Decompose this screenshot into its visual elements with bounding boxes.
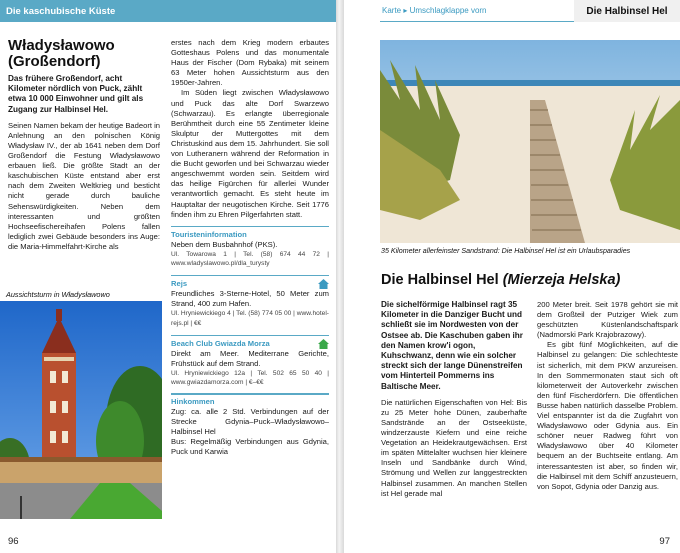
lead-paragraph: Das frühere Großendorf, acht Kilometer nördlich von Puck, zählt etwa 10 000 Einwohner und gilt als Zugang zur Halbinsel Hel. — [8, 74, 144, 114]
title-polish: (Mierzeja Helska) — [502, 272, 621, 288]
page-number-right: 97 — [659, 536, 670, 547]
right-column-2 — [537, 300, 678, 492]
book-gutter — [336, 0, 344, 553]
tourist-info-address: Ul. Towarowa 1 | Tel. (58) 674 44 72 | www.wladyslawowo.pl/dla_turysty — [171, 250, 329, 268]
beach-image-caption: 35 Kilometer allerfeinster Sandstrand: Die Halbinsel Hel ist ein Urlaubsparadies — [381, 247, 631, 255]
lead-paragraph: Die sichelförmige Halbinsel ragt 35 Kilometer in die Danziger Bucht und schließt sie im Nordwesten von der Ostsee ab. Die Kaschuben gaben ihr den Namen krow'i ogon, Kuhschwanz, denn wie ein solcher streckt sich der lange Dünenstreifen vom Hinterteil Pommerns ins Baltische Meer. — [381, 300, 523, 391]
tourist-info-text: Neben dem Busbahnhof (PKS). — [171, 239, 278, 249]
column-2-text-1: 200 Meter breit. Seit 1978 gehört sie mit dem Großteil der Putziger Wiek zum geschützten Küstenlandschaftspark (Nadmorski Park Krajobrazowy). — [537, 300, 678, 340]
chapter-tab: Die Halbinsel Hel — [574, 0, 680, 22]
right-column-1 — [381, 300, 527, 499]
header-rule — [380, 21, 574, 22]
arrival-train: Zug: ca. alle 2 Std. Verbindungen auf der Strecke Gdynia–Puck–Władysławowo–Halbinsel Hel — [171, 407, 329, 437]
tower-photo — [0, 301, 162, 519]
listing-rejs — [171, 279, 329, 328]
left-column-2 — [171, 38, 329, 458]
section-title-wladyslawowo: Władysławowo (Großendorf) — [8, 37, 115, 70]
divider — [171, 275, 329, 276]
column-2-text-2: Es gibt fünf Möglichkeiten, auf die Halbinsel zu gelangen: Die schlechteste ist sicherlich, mit dem PKW anzureisen. In den Sommermonaten staut sich oft kilometerweit der Autoverkehr zwischen den fünf Fischerdörfern. Die öffentlichen Busse haben natürlich dasselbe Problem. Viel entspannter ist da die Zugfahrt von Władysławowo oder Gdynia aus. Ein schöner neuer Radweg führt von Władysławowo über 40 Kilometer bequem an der Buchtseite entlang. Am interessantesten ist aber, so finden wir, die Halbinsel mit dem Schiff anzusteuern, von Sopot, Gdynia oder Danzig aus. — [537, 340, 678, 491]
arrival-bus: Bus: Regelmäßig Verbindungen aus Gdynia, Puck und Karwia — [171, 437, 329, 457]
tower-image-caption: Aussichtsturm in Władysławowo — [6, 290, 110, 299]
left-column-1 — [8, 38, 160, 252]
listing-name: Beach Club Gwiazda Morza — [171, 338, 270, 348]
map-reference: Karte ▸ Umschlagklappe vorn — [382, 6, 487, 15]
page-number-left: 96 — [8, 536, 19, 547]
listing-name: Rejs — [171, 279, 188, 289]
left-running-header: Die kaschubische Küste — [0, 0, 336, 22]
column-2-text-1: erstes nach dem Krieg modern erbautes Gotteshaus Polens und das monumentale Haus der Fischer (Dom Rybaka) mit seinem 63 Meter hohen Aussichtsturm aus den 1950er-Jahren. — [171, 38, 329, 88]
arrival-heading: Hinkommen — [171, 397, 215, 406]
listing-description: Freundliches 3-Sterne-Hotel, 50 Meter zum Strand, 400 zum Hafen. — [171, 289, 329, 309]
title-german: Die Halbinsel Hel — [381, 272, 499, 288]
listing-address: Ul. Hryniewickiego 4 | Tel. (58) 774 05 00 | www.hotel-rejs.pl | €€ — [171, 310, 329, 327]
divider — [171, 335, 329, 336]
column-2-text-2: Im Süden liegt zwischen Władysławowo und Puck das alte Dorf Swarzewo (Schwarzau). Es erlangte überregionale Berühmtheit durch eine 55 Zentimeter kleine Skulptur der Muttergottes mit dem Christuskind aus dem 15. Jahrhundert. Sie soll von Lutheranern während der Reformation in die Bucht geworfen und bei Schwarzau wieder angeschwemmt worden sein. Seitdem wird das heilige Figürchen für allerlei Wunder verantwortlich gemacht. Es steht heute im Hauptaltar der neugotischen Kirche. Seit 1776 finden ihm zu Ehren Pilgerfahrten statt. — [171, 88, 329, 219]
divider — [171, 226, 329, 227]
body-paragraph: Seinen Namen bekam der heutige Badeort in Anlehnung an den polnischen König Władysław IV., der ab 1641 neben dem Dorf Großendorf die Festung Władysławowo erbauen ließ. Die größte Stadt an der kaschubischen Küste entstand aber erst nach dem Zweiten Weltkrieg und besticht nicht gerade durch bauliche Sehenswürdigkeiten. Neben dem interessanten und größten Hochseefischereihafen Polens fallen lediglich zwei Gebäude besonders ins Auge: die Maria-Himmelfahrt-Kirche als — [8, 120, 160, 251]
listing-beach-club — [171, 339, 329, 388]
listing-description: Direkt am Meer. Mediterrane Gerichte, Frühstück auf dem Strand. — [171, 348, 329, 368]
arrival-box — [171, 393, 329, 458]
tourist-info-heading: Touristeninformation — [171, 229, 247, 239]
body-paragraph: Die natürlichen Eigenschaften von Hel: Bis zu 25 Meter hohe Dünen, zauberhafte Sandstrände an der Ostseeküste, windzerzauste Kiefern und eine reiche Vegetation an Heidekrautgewächsen. Erst im späten Mittelalter wuchsen hier kleinere Inseln und Sandbänke durch Wind, Strömung und Wellen zur langgestreckten Halbinsel zusammen. An manchen Stellen ist Hel gerade mal — [381, 397, 527, 498]
listing-address: Ul. Hryniewickiego 12a | Tel. 502 65 50 40 | www.gwiazdamorza.com | €–€€ — [171, 369, 329, 387]
right-running-header — [344, 0, 680, 22]
section-title-hel — [381, 272, 620, 288]
restaurant-icon — [318, 339, 329, 349]
beach-photo — [380, 40, 680, 243]
right-page — [344, 0, 680, 553]
hotel-icon — [318, 279, 329, 289]
left-page — [0, 0, 336, 553]
